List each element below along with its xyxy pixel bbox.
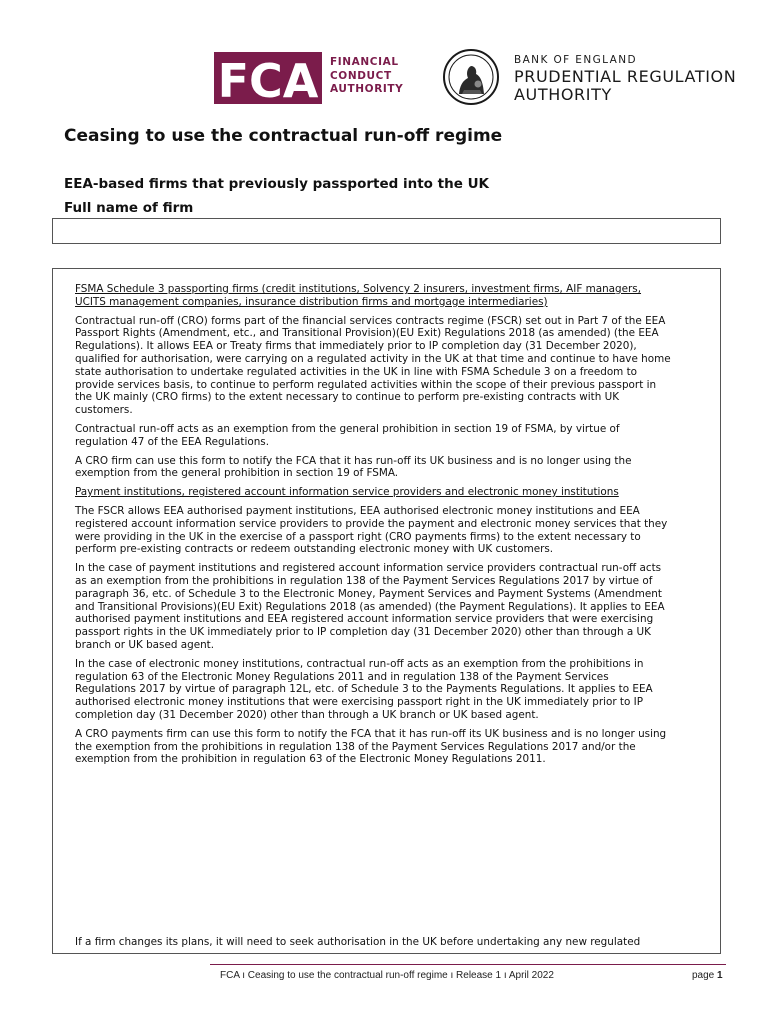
pra-line-3: AUTHORITY — [514, 85, 612, 104]
bank-of-england-seal-icon — [440, 48, 502, 106]
pra-logo — [440, 48, 750, 108]
content-text — [75, 283, 671, 772]
fca-word-3: AUTHORITY — [330, 83, 404, 95]
paragraph: In the case of electronic money institutions, contractual run-off acts as an exemption from the prohibitions in regulation 63 of the Electronic Money Regulations 2011 and in regulation 138 of the Payment Services Regulations 2017 by virtue of paragraph 12L, etc. of Schedule 3 to the Payments Regulations. It applies to EEA authorised electronic money institutions that were exercising passport right in the UK immediately prior to IP completion day (31 December 2020) other than through a UK branch or UK based agent. — [75, 657, 653, 721]
firm-name-label: Full name of firm — [64, 200, 194, 216]
paragraph: In the case of payment institutions and registered account information service providers contractual run-off acts as an exemption from the prohibitions in regulation 138 of the Payment Services Regulations 2017 by virtue of paragraph 36, etc. of Schedule 3 to the Electronic Money, Payment Services and Payment Systems (Amendment and Transitional Provisions)(EU Exit) Regulations 2018 (as amended) (the Payment Regulations). It applies to EEA authorised payment institutions and EEA registered account information service providers that were exercising passport rights in the UK immediately prior to IP completion day (31 December 2020) other than through a UK branch or UK based agent. — [75, 562, 665, 651]
fca-wordmark — [330, 56, 403, 97]
paragraph: A CRO firm can use this form to notify the FCA that it has run-off its UK business and is no longer using the exemption from the general prohibition in section 19 of FSMA. — [75, 454, 632, 480]
fca-mark-text: FCA — [217, 54, 319, 106]
fca-mark-icon — [212, 50, 324, 106]
paragraph: The FSCR allows EEA authorised payment institutions, EEA authorised electronic money institutions and EEA registered account information service providers to provide the payment and electronic money services that they were providing in the UK in the exercise of a passport right (CRO payments firms) to the extent necessary to perform pre-existing contracts or redeem outstanding electronic money with UK customers. — [75, 504, 668, 556]
section-heading-payment-institutions: Payment institutions, registered account information service providers and electronic money institutions — [75, 486, 619, 499]
firm-name-field[interactable] — [52, 218, 721, 244]
page-word: page — [692, 970, 715, 981]
page-title: Ceasing to use the contractual run-off regime — [64, 126, 503, 146]
pra-line-1: BANK OF ENGLAND — [514, 54, 637, 66]
fca-word-2: CONDUCT — [330, 69, 392, 82]
cut-off-line: If a firm changes its plans, it will need to seek authorisation in the UK before undertaking any new regulated — [75, 936, 641, 948]
page-number — [692, 970, 723, 981]
footer-divider — [210, 964, 726, 965]
content-box — [52, 268, 721, 954]
paragraph: Contractual run-off (CRO) forms part of the financial services contracts regime (FSCR) set out in Part 7 of the EEA Passport Rights (Amendment, etc., and Transitional Provision)(EU Exit) Regulations 2018 (as amended) (the EEA Regulations). It allows EEA or Treaty firms that immediately prior to IP completion day (31 December 2020), qualified for authorisation, were carrying on a regulated activity in the UK at that time and continue to have home state authorisation to undertake regulated activities in the UK in line with FSMA Schedule 3 on a freedom to provide services basis, to continue to perform regulated activities within the scope of their previous passport in the UK mainly (CRO firms) to the extent necessary to continue to perform pre-existing contracts with UK customers. — [75, 314, 671, 417]
page-subtitle: EEA-based firms that previously passported into the UK — [64, 176, 489, 192]
paragraph: Contractual run-off acts as an exemption from the general prohibition in section 19 of FSMA, by virtue of regulation 47 of the EEA Regulations. — [75, 422, 620, 448]
fca-word-1: FINANCIAL — [330, 56, 399, 68]
fca-logo — [212, 50, 407, 106]
paragraph: A CRO payments firm can use this form to notify the FCA that it has run-off its UK business and is no longer using the exemption from the prohibitions in regulation 138 of the Payment Services Regulations 2017 and/or the exemption from the prohibition in regulation 63 of the Electronic Money Regulations 2011. — [75, 727, 667, 766]
page-number-value: 1 — [717, 970, 723, 981]
pra-wordmark — [514, 52, 736, 104]
footer-text: FCA ı Ceasing to use the contractual run-off regime ı Release 1 ı April 2022 — [220, 970, 554, 981]
pra-line-2: PRUDENTIAL REGULATION — [514, 67, 737, 86]
section-heading-passporting-firms: FSMA Schedule 3 passporting firms (credit institutions, Solvency 2 insurers, investment firms, AIF managers, UCITS management companies, insurance distribution firms and mortgage intermediaries) — [75, 283, 642, 308]
